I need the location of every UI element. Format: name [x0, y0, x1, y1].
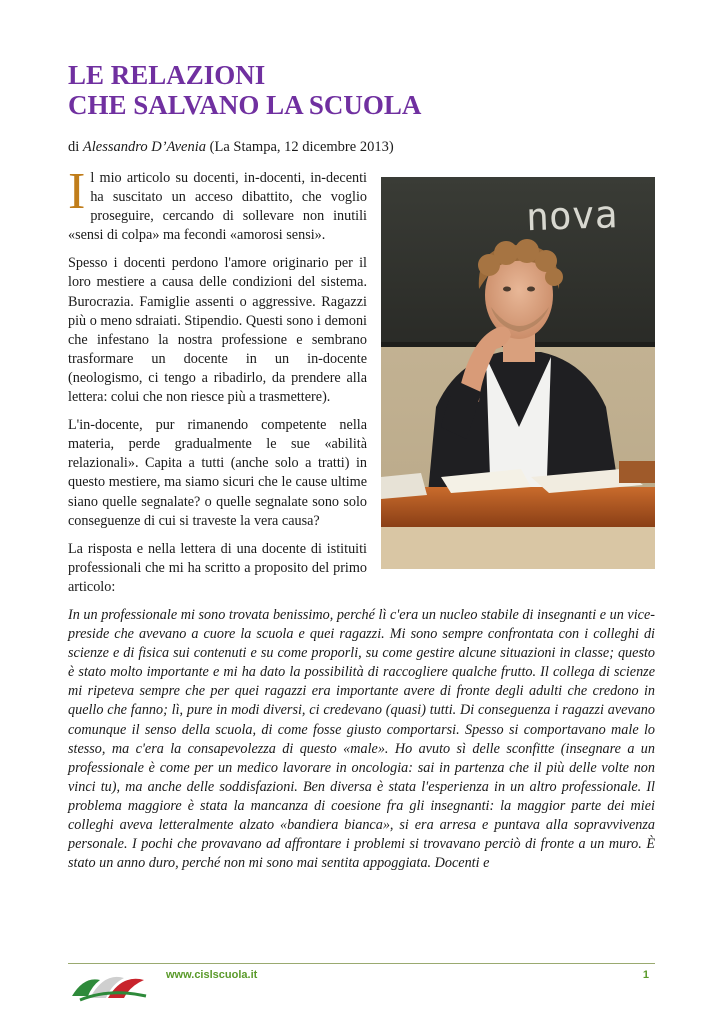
- footer-url-link[interactable]: www.cislscuola.it: [166, 969, 258, 981]
- title-line-1: LE RELAZIONI: [68, 60, 266, 90]
- page-number: 1: [642, 969, 649, 981]
- paragraph-2: Spesso i docenti perdono l'amore originario per il loro mestiere a causa delle condizioni del sistema. Burocrazia. Famiglie assenti o aggressive. Ragazzi più o meno sdraiati. Stipendio. Questi sono i demoni che infestano la nostra professione e sembrano trasformare un docente in un in-docente (neologismo, ci tengo a ribadirlo, da prendere alla lettera: colui che non riesce più a trasmettere).: [68, 255, 367, 406]
- article-photo: [381, 177, 655, 569]
- title-line-2: CHE SALVANO LA SCUOLA: [68, 90, 422, 120]
- page-footer: [68, 963, 655, 1004]
- cisl-scuola-logo: [70, 966, 148, 1002]
- byline-prefix: di: [68, 139, 83, 155]
- article-body: [68, 163, 655, 882]
- byline-author: Alessandro D’Avenia: [82, 139, 207, 155]
- paragraph-3: L'in-docente, pur rimanendo competente nella materia, perde gradualmente le sue «abilità relazionali». Capita a tutti (anche solo a tratti) in questo mestiere, ma siamo sicuri che le cause ultime siano quelle segnalate? o quelle segnalate sono solo conseguenze di cui si traveste la vera causa?: [68, 417, 367, 529]
- teacher-photo-illustration: [381, 177, 655, 569]
- page-title: [68, 60, 668, 120]
- drop-cap: I: [68, 163, 86, 220]
- paragraph-4: La risposta e nella lettera di una docente di istituiti professionali che mi ha scritto a proposito del primo articolo:: [68, 540, 367, 595]
- paragraph-1-text: l mio articolo su docenti, in-docenti, in-decenti ha suscitato un acceso dibattito, che voglio proseguire, cercando di sollevare non inutili «sensi di colpa» ma fecondi «amorosi sensi».: [68, 170, 367, 244]
- letter-quote: In un professionale mi sono trovata benissimo, perché lì c'era un nucleo stabile di insegnanti e un vice-preside che avevano a cuore la scuola e quei ragazzi. Mi sono sempre confrontata con i colleghi di scienze e di fisica sui contenuti e su come proporli, su come gestire alcune situazioni in classe; questo è stato molto importante e mi ha dato la possibilità di raccogliere qualche frutto. Il collega di scienze mi ripeteva sempre che per quei ragazzi era importante avere di fronte degli adulti che credono in quello che fanno; lì, pure in modi diversi, ci credevano (quasi) tutti. Di conseguenza i ragazzi avevano comunque il senso della scuola, di come fosse giusto comportarsi. Spesso si comportavano male lo stesso, ma c'era la consapevolezza di questo «male». Ho avuto sì delle sconfitte (insegnare a un professionale è come per un medico lavorare in oncologia: sai in partenza che il più delle volte non vinci tu), ma anche delle soddisfazioni. Ben diversa è stata l'esperienza in un altro professionale. Il problema maggiore è stata la mancanza di coesione fra gli insegnanti: la maggior parte dei miei colleghi aveva letteralmente alzato «bandiera bianca», si era arresa e puntava alla sopravvivenza personale. I pochi che provavano ad affrontare i problemi si trovavano perciò di fronte a un muro. È stato un anno duro, perché non mi sono mai sentita appoggiata. Docenti e: [68, 606, 655, 872]
- chalkboard-text: nova: [525, 192, 619, 240]
- byline: [68, 138, 668, 156]
- byline-source: (La Stampa, 12 dicembre 2013): [206, 139, 394, 155]
